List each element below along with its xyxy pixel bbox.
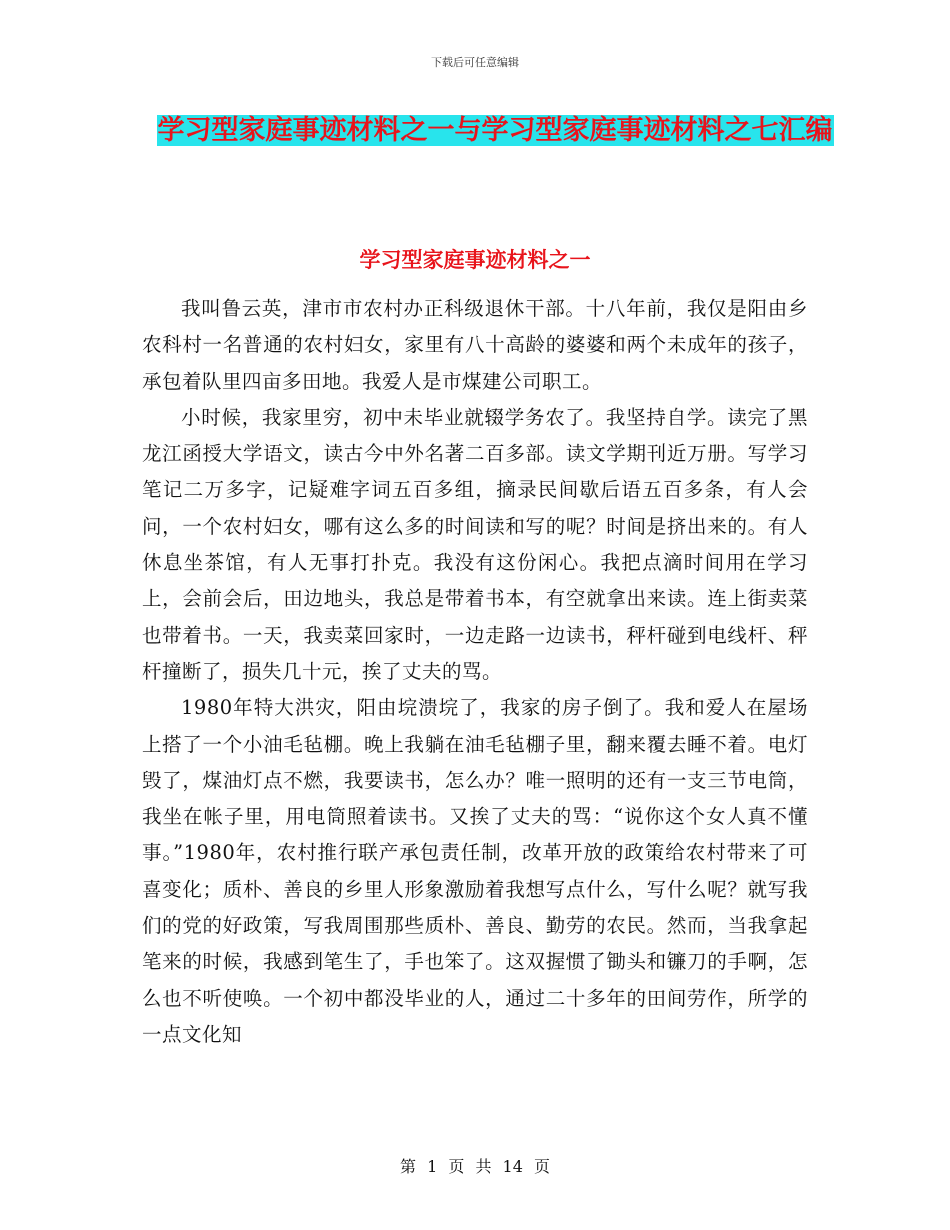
document-body <box>142 291 808 1053</box>
body-paragraph: 1980年特大洪灾，阳由垸溃垸了，我家的房子倒了。我和爱人在屋场上搭了一个小油毛毡棚。晚上我躺在油毛毡棚子里，翻来覆去睡不着。电灯毁了，煤油灯点不燃，我要读书，怎么办？唯一照明的还有一支三节电筒，我坐在帐子里，用电筒照着读书。又挨了丈夫的骂：“说你这个女人真不懂事。”1980年，农村推行联产承包责任制，改革开放的政策给农村带来了可喜变化；质朴、善良的乡里人形象激励着我想写点什么，写什么呢？就写我们的党的好政策，写我周围那些质朴、善良、勤劳的农民。然而，当我拿起笔来的时候，我感到笔生了，手也笨了。这双握惯了锄头和镰刀的手啊，怎么也不听使唤。一个初中都没毕业的人，通过二十多年的田间劳作，所学的一点文化知 <box>142 696 808 1046</box>
body-paragraph: 我叫鲁云英，津市市农村办正科级退休干部。十八年前，我仅是阳由乡农科村一名普通的农村妇女，家里有八十高龄的婆婆和两个未成年的孩子，承包着队里四亩多田地。我爱人是市煤建公司职工。 <box>142 297 808 393</box>
body-paragraph: 小时候，我家里穷，初中未毕业就辍学务农了。我坚持自学。读完了黑龙江函授大学语文，读古今中外名著二百多部。读文学期刊近万册。写学习笔记二万多字，记疑难字词五百多组，摘录民间歇后语五百多条，有人会问，一个农村妇女，哪有这么多的时间读和写的呢？时间是挤出来的。有人休息坐茶馆，有人无事打扑克。我没有这份闲心。我把点滴时间用在学习上，会前会后，田边地头，我总是带着书本，有空就拿出来读。连上街卖菜也带着书。一天，我卖菜回家时，一边走路一边读书，秤杆碰到电线杆、秤杆撞断了，损失几十元，挨了丈夫的骂。 <box>142 405 808 683</box>
document-title-text: 学习型家庭事迹材料之一与学习型家庭事迹材料之七汇编 <box>157 115 833 146</box>
document-title <box>150 108 840 154</box>
page-header-note: 下载后可任意编辑 <box>431 56 519 69</box>
page-number-footer: 第 1 页 共 14 页 <box>400 1157 550 1176</box>
section-title: 学习型家庭事迹材料之一 <box>359 248 591 272</box>
